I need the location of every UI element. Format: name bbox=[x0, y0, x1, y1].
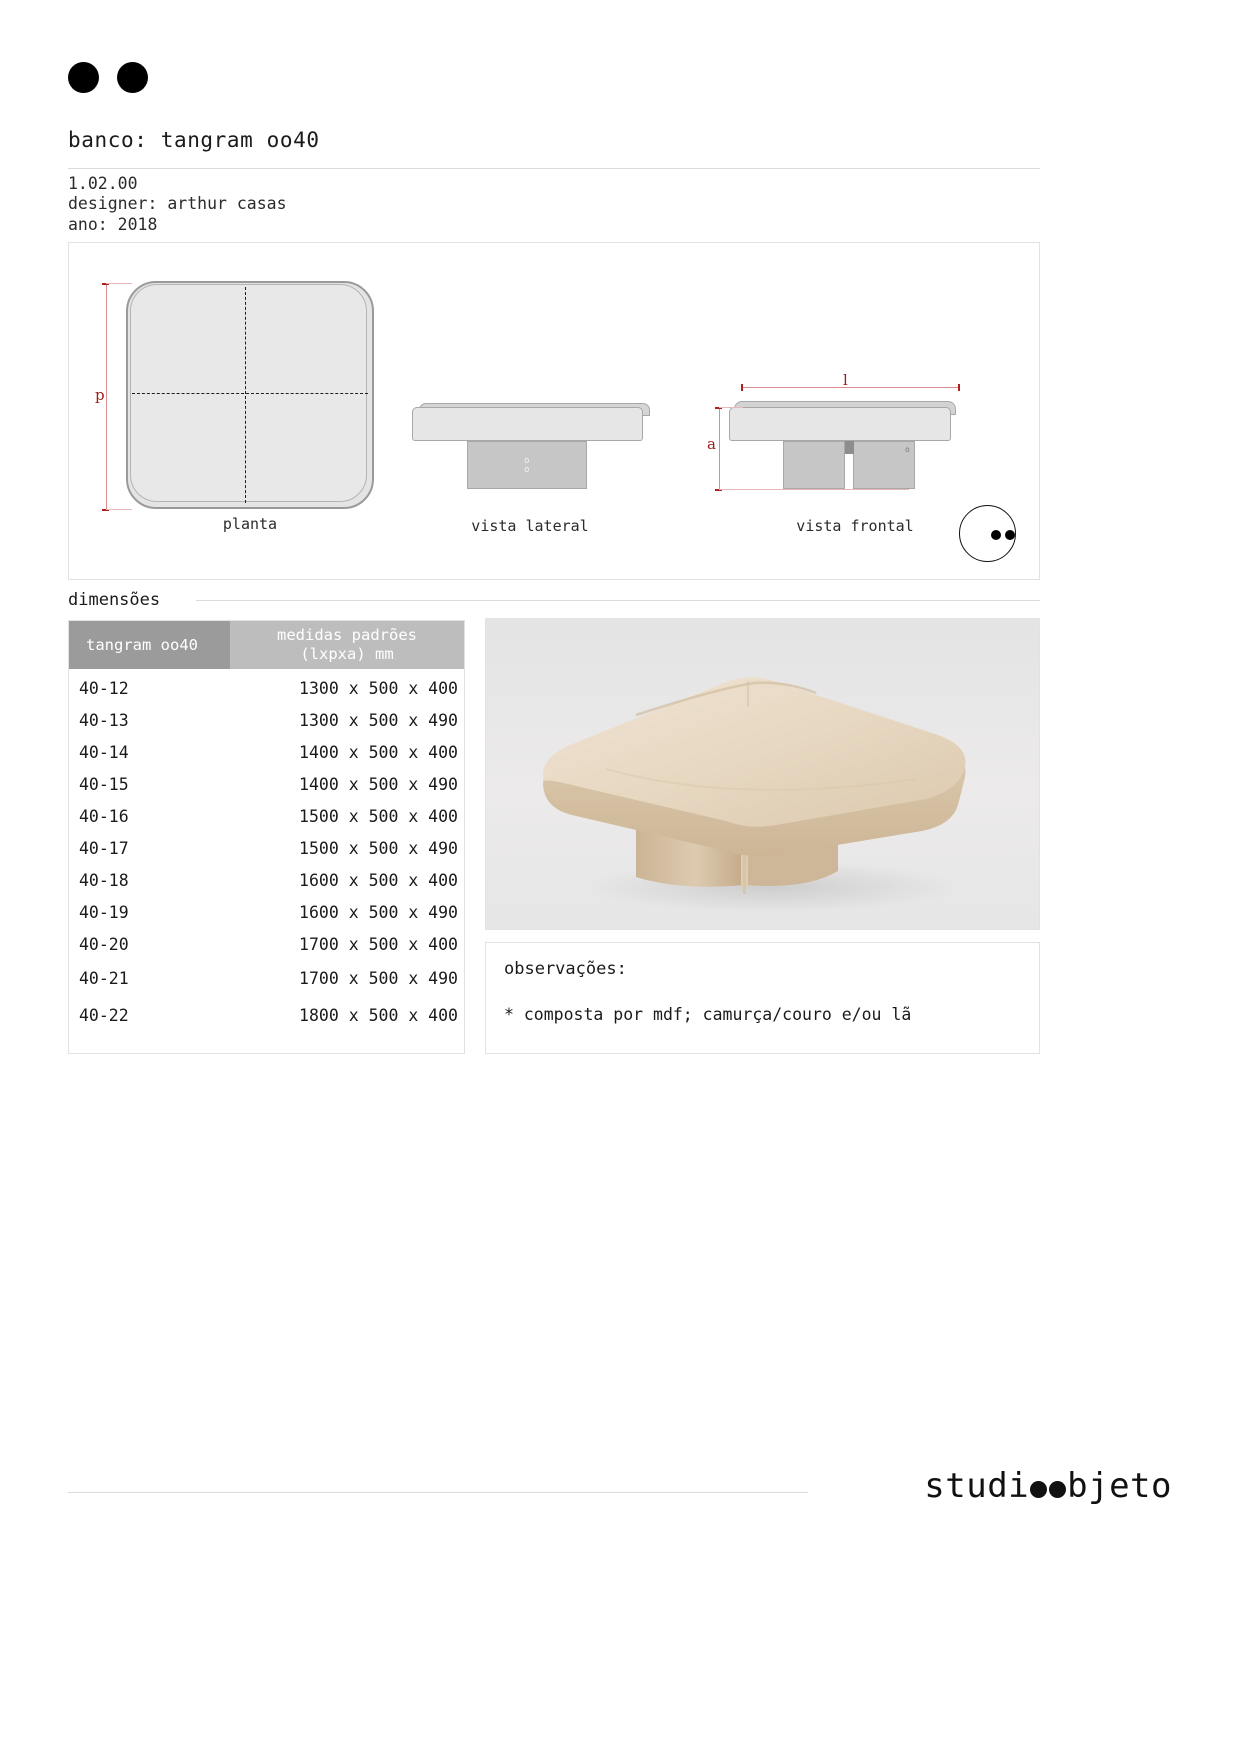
side-view-drawing bbox=[412, 403, 650, 509]
table-cell-code: 40-21 bbox=[79, 969, 129, 988]
width-dimension-cap-right bbox=[958, 384, 960, 391]
front-seat-slab bbox=[729, 407, 951, 441]
table-cell-measure: 1400 x 500 x 490 bbox=[299, 774, 458, 794]
front-center-joint bbox=[845, 441, 854, 454]
footer-divider bbox=[68, 1492, 808, 1493]
table-cell-measure: 1500 x 500 x 490 bbox=[299, 838, 458, 858]
table-cell-measure: 1500 x 500 x 400 bbox=[299, 806, 458, 826]
page-title: banco: tangram oo40 bbox=[68, 128, 320, 152]
table-header-row bbox=[69, 621, 464, 669]
table-row bbox=[69, 832, 464, 864]
table-cell-measure: 1800 x 500 x 400 bbox=[299, 1006, 458, 1025]
depth-extension-top bbox=[106, 283, 132, 284]
brand-dot-left-icon bbox=[68, 62, 99, 93]
width-dimension-label: l bbox=[843, 371, 848, 389]
table-row bbox=[69, 800, 464, 832]
side-seat-slab bbox=[412, 407, 643, 441]
circle-logo-dot-2-icon bbox=[1005, 530, 1015, 540]
table-row bbox=[69, 704, 464, 736]
dimensions-table bbox=[68, 620, 465, 1054]
table-cell-code: 40-18 bbox=[79, 870, 129, 890]
table-cell-measure: 1700 x 500 x 490 bbox=[299, 969, 458, 988]
footer-logo-objeto-text: bjeto bbox=[1067, 1466, 1172, 1506]
width-dimension-line bbox=[741, 387, 959, 388]
table-cell-code: 40-13 bbox=[79, 710, 129, 730]
studio-objeto-circle-logo-icon bbox=[959, 505, 1016, 562]
footer-logo-studio-text: studi bbox=[924, 1466, 1030, 1506]
front-detail-marker: o bbox=[905, 445, 910, 454]
height-extension-top bbox=[719, 407, 743, 408]
title-divider bbox=[68, 168, 1040, 169]
brand-dot-right-icon bbox=[117, 62, 148, 93]
footer-logo-dot-2-icon bbox=[1049, 1481, 1066, 1498]
plan-view-caption: planta bbox=[222, 515, 278, 533]
table-body bbox=[69, 669, 464, 1034]
side-base-marker: o o bbox=[524, 456, 530, 475]
depth-dimension-label: p bbox=[95, 386, 105, 404]
circle-logo-dot-1-icon bbox=[991, 530, 1001, 540]
table-cell-measure: 1600 x 500 x 490 bbox=[299, 902, 458, 922]
table-row bbox=[69, 997, 464, 1034]
table-cell-measure: 1700 x 500 x 400 bbox=[299, 934, 458, 954]
plan-center-line-vertical bbox=[245, 287, 246, 503]
table-row bbox=[69, 736, 464, 768]
product-meta bbox=[68, 174, 287, 235]
table-cell-code: 40-16 bbox=[79, 806, 129, 826]
table-cell-code: 40-12 bbox=[79, 678, 129, 698]
table-cell-code: 40-15 bbox=[79, 774, 129, 794]
table-row bbox=[69, 864, 464, 896]
table-row bbox=[69, 960, 464, 997]
front-view-drawing bbox=[729, 401, 979, 511]
table-row bbox=[69, 672, 464, 704]
table-cell-code: 40-17 bbox=[79, 838, 129, 858]
dimensions-section-label: dimensões bbox=[68, 590, 161, 610]
table-cell-measure: 1400 x 500 x 400 bbox=[299, 742, 458, 762]
product-year: ano: 2018 bbox=[68, 214, 158, 234]
table-cell-code: 40-14 bbox=[79, 742, 129, 762]
observations-panel bbox=[485, 942, 1040, 1054]
table-header-measures bbox=[230, 621, 464, 669]
table-header-measures-line1: medidas padrões bbox=[277, 626, 417, 644]
width-dimension-cap-left bbox=[741, 384, 743, 391]
depth-extension-bottom bbox=[106, 509, 132, 510]
front-view-caption: vista frontal bbox=[796, 517, 914, 535]
table-cell-measure: 1300 x 500 x 490 bbox=[299, 710, 458, 730]
footer-logo bbox=[924, 1466, 1172, 1506]
table-cell-code: 40-20 bbox=[79, 934, 129, 954]
height-dimension-line bbox=[719, 407, 720, 489]
height-extension-bottom bbox=[719, 489, 909, 490]
plan-center-line-horizontal bbox=[132, 393, 368, 394]
table-cell-measure: 1600 x 500 x 400 bbox=[299, 870, 458, 890]
table-header-measures-line2: (lxpxa) mm bbox=[300, 645, 394, 663]
table-row bbox=[69, 896, 464, 928]
footer-logo-dot-1-icon bbox=[1030, 1481, 1047, 1498]
front-leg-left bbox=[783, 441, 845, 489]
table-row bbox=[69, 928, 464, 960]
table-cell-code: 40-22 bbox=[79, 1006, 129, 1025]
product-photo-illustration bbox=[486, 619, 1040, 930]
observations-text: * composta por mdf; camurça/couro e/ou lã bbox=[504, 1005, 912, 1024]
product-code: 1.02.00 bbox=[68, 174, 138, 193]
plan-view-drawing bbox=[126, 281, 374, 509]
height-dimension-label: a bbox=[707, 435, 716, 453]
technical-drawing-panel bbox=[68, 242, 1040, 580]
side-view-caption: vista lateral bbox=[471, 517, 589, 535]
table-cell-code: 40-19 bbox=[79, 902, 129, 922]
product-photo bbox=[485, 618, 1040, 930]
depth-dimension-line bbox=[106, 283, 107, 509]
observations-title: observações: bbox=[504, 959, 627, 979]
product-designer: designer: arthur casas bbox=[68, 194, 287, 214]
table-header-model: tangram oo40 bbox=[69, 621, 230, 669]
table-row bbox=[69, 768, 464, 800]
dimensions-section-divider bbox=[196, 600, 1040, 601]
brand-dots-mark bbox=[68, 62, 148, 93]
table-cell-measure: 1300 x 500 x 400 bbox=[299, 678, 458, 698]
